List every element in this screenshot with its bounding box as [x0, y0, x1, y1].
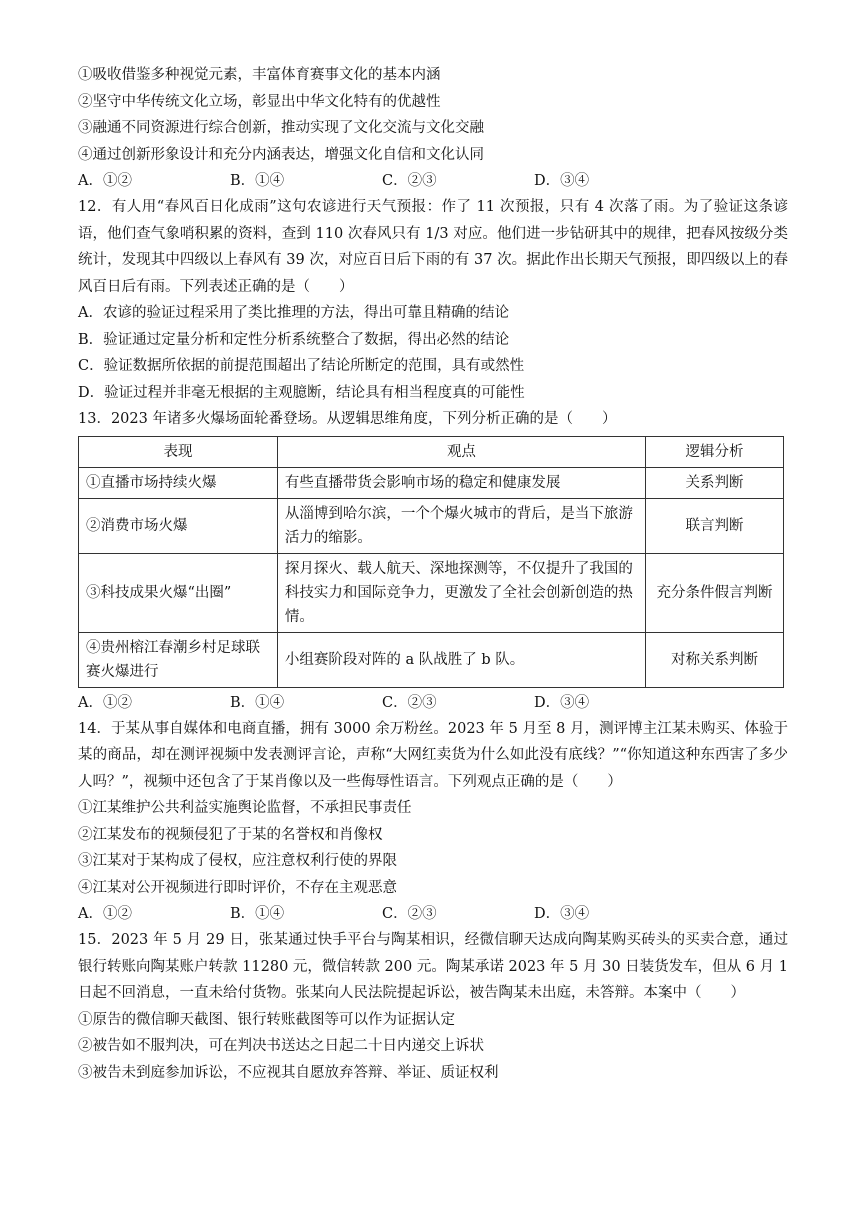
question-15 — [78, 927, 788, 1086]
statement-3: ③被告未到庭参加诉讼，不应视其自愿放弃答辩、举证、质证权利 — [78, 1064, 499, 1081]
table-header-row — [79, 436, 784, 467]
table-cell: 小组赛阶段对阵的 a 队战胜了 b 队。 — [277, 632, 645, 687]
option-c: C．②③ — [382, 173, 437, 189]
statement-1: ①原告的微信聊天截图、银行转账截图等可以作为证据认定 — [78, 1011, 455, 1028]
choice-a: A．农谚的验证过程采用了类比推理的方法，得出可靠且精确的结论 — [78, 305, 509, 321]
statement-3: ③融通不同资源进行综合创新，推动实现了文化交流与文化交融 — [78, 120, 484, 136]
option-d: D．③④ — [534, 173, 590, 189]
table-row — [79, 553, 784, 632]
answer-options — [78, 901, 788, 927]
option-b: B．①④ — [230, 173, 285, 189]
option-b: B．①④ — [230, 694, 285, 711]
table-row — [79, 498, 784, 553]
header-cell: 逻辑分析 — [645, 436, 783, 467]
statement-1: ①江某维护公共利益实施舆论监督，不承担民事责任 — [78, 800, 412, 816]
table-cell: ②消费市场火爆 — [79, 498, 278, 553]
statement-4: ④通过创新形象设计和充分内涵表达，增强文化自信和文化认同 — [78, 146, 484, 163]
statement-3: ③江某对于某构成了侵权，应注意权利行使的界限 — [78, 853, 397, 869]
table-cell: 联言判断 — [645, 498, 783, 553]
table-cell: 充分条件假言判断 — [645, 553, 783, 632]
question-stem: 12．有人用“春风百日化成雨”这句农谚进行天气预报：作了 11 次预报，只有 4 次落了雨。为了验证这条谚语，他们查气象哨积累的资料，查到 110 次春风只有 1/3 对应。他们进一步钻研其中的规律，把春风按级分类统计，发现其中四级以上春风有 39 次，对应百日后下雨的有 37 次。据此作出长期天气预报，即四级以上的春风百日后有雨。下列表述正确的是（ ） — [78, 199, 788, 295]
option-a: A．①② — [78, 173, 132, 189]
header-cell: 观点 — [277, 436, 645, 467]
table-cell: ④贵州榕江春潮乡村足球联赛火爆进行 — [79, 632, 278, 687]
option-c: C．②③ — [382, 694, 437, 711]
answer-options — [78, 690, 788, 716]
statement-4: ④江某对公开视频进行即时评价，不存在主观恶意 — [78, 879, 397, 896]
choice-c: C．验证数据所依据的前提范围超出了结论所断定的范围，具有或然性 — [78, 358, 525, 374]
question-stem: 15．2023 年 5 月 29 日，张某通过快手平台与陶某相识，经微信聊天达成向陶某购买砖头的买卖合意，通过银行转账向陶某账户转款 11280 元，微信转款 200 元。陶某承诺 2023 年 5 月 30 日装货发车，但从 6 月 1 日起不回消息，一直未给付货物。张某向人民法院提起诉讼，被告陶某未出庭，未答辩。本案中（ ） — [78, 932, 788, 1001]
choice-b: B．验证通过定量分析和定性分析系统整合了数据，得出必然的结论 — [78, 331, 510, 348]
option-a: A．①② — [78, 694, 132, 711]
option-b: B．①④ — [230, 906, 285, 922]
statement-2: ②江某发布的视频侵犯了于某的名誉权和肖像权 — [78, 826, 383, 843]
option-c: C．②③ — [382, 906, 437, 922]
table-cell: 有些直播带货会影响市场的稳定和健康发展 — [277, 467, 645, 498]
table-cell: 从淄博到哈尔滨，一个个爆火城市的背后，是当下旅游活力的缩影。 — [277, 498, 645, 553]
answer-options — [78, 168, 788, 194]
statement-2: ②被告如不服判决，可在判决书送达之日起二十日内递交上诉状 — [78, 1038, 484, 1054]
table-row — [79, 632, 784, 687]
header-cell: 表现 — [79, 436, 278, 467]
table-cell: 关系判断 — [645, 467, 783, 498]
question-stem: 13．2023 年诸多火爆场面轮番登场。从逻辑思维角度，下列分析正确的是（ ） — [78, 411, 617, 427]
statement-1: ①吸收借鉴多种视觉元素，丰富体育赛事文化的基本内涵 — [78, 67, 441, 83]
choice-d: D．验证过程并非毫无根据的主观臆断，结论具有相当程度真的可能性 — [78, 384, 525, 401]
table-cell: ①直播市场持续火爆 — [79, 467, 278, 498]
table-cell: 对称关系判断 — [645, 632, 783, 687]
question-14 — [78, 716, 788, 928]
option-a: A．①② — [78, 906, 132, 922]
option-d: D．③④ — [534, 694, 590, 711]
option-d: D．③④ — [534, 906, 590, 922]
statement-2: ②坚守中华传统文化立场，彰显出中华文化特有的优越性 — [78, 93, 441, 110]
table-cell: 探月探火、载人航天、深地探测等，不仅提升了我国的科技实力和国际竞争力，更激发了全社会创新创造的热情。 — [277, 553, 645, 632]
table-row — [79, 467, 784, 498]
logic-table — [78, 436, 784, 688]
exam-page — [78, 62, 788, 1086]
question-12 — [78, 194, 788, 406]
question-stem: 14．于某从事自媒体和电商直播，拥有 3000 余万粉丝。2023 年 5 月至 8 月，测评博主江某未购买、体验于某的商品，却在测评视频中发表测评言论，声称“大网红卖货为什么如此没有底线？”“你知道这种东西害了多少人吗？”，视频中还包含了于某肖像以及一些侮辱性语言。下列观点正确的是（ ） — [78, 720, 788, 790]
table-cell: ③科技成果火爆“出圈” — [79, 553, 278, 632]
question-13 — [78, 406, 788, 716]
question-11 — [78, 62, 788, 194]
